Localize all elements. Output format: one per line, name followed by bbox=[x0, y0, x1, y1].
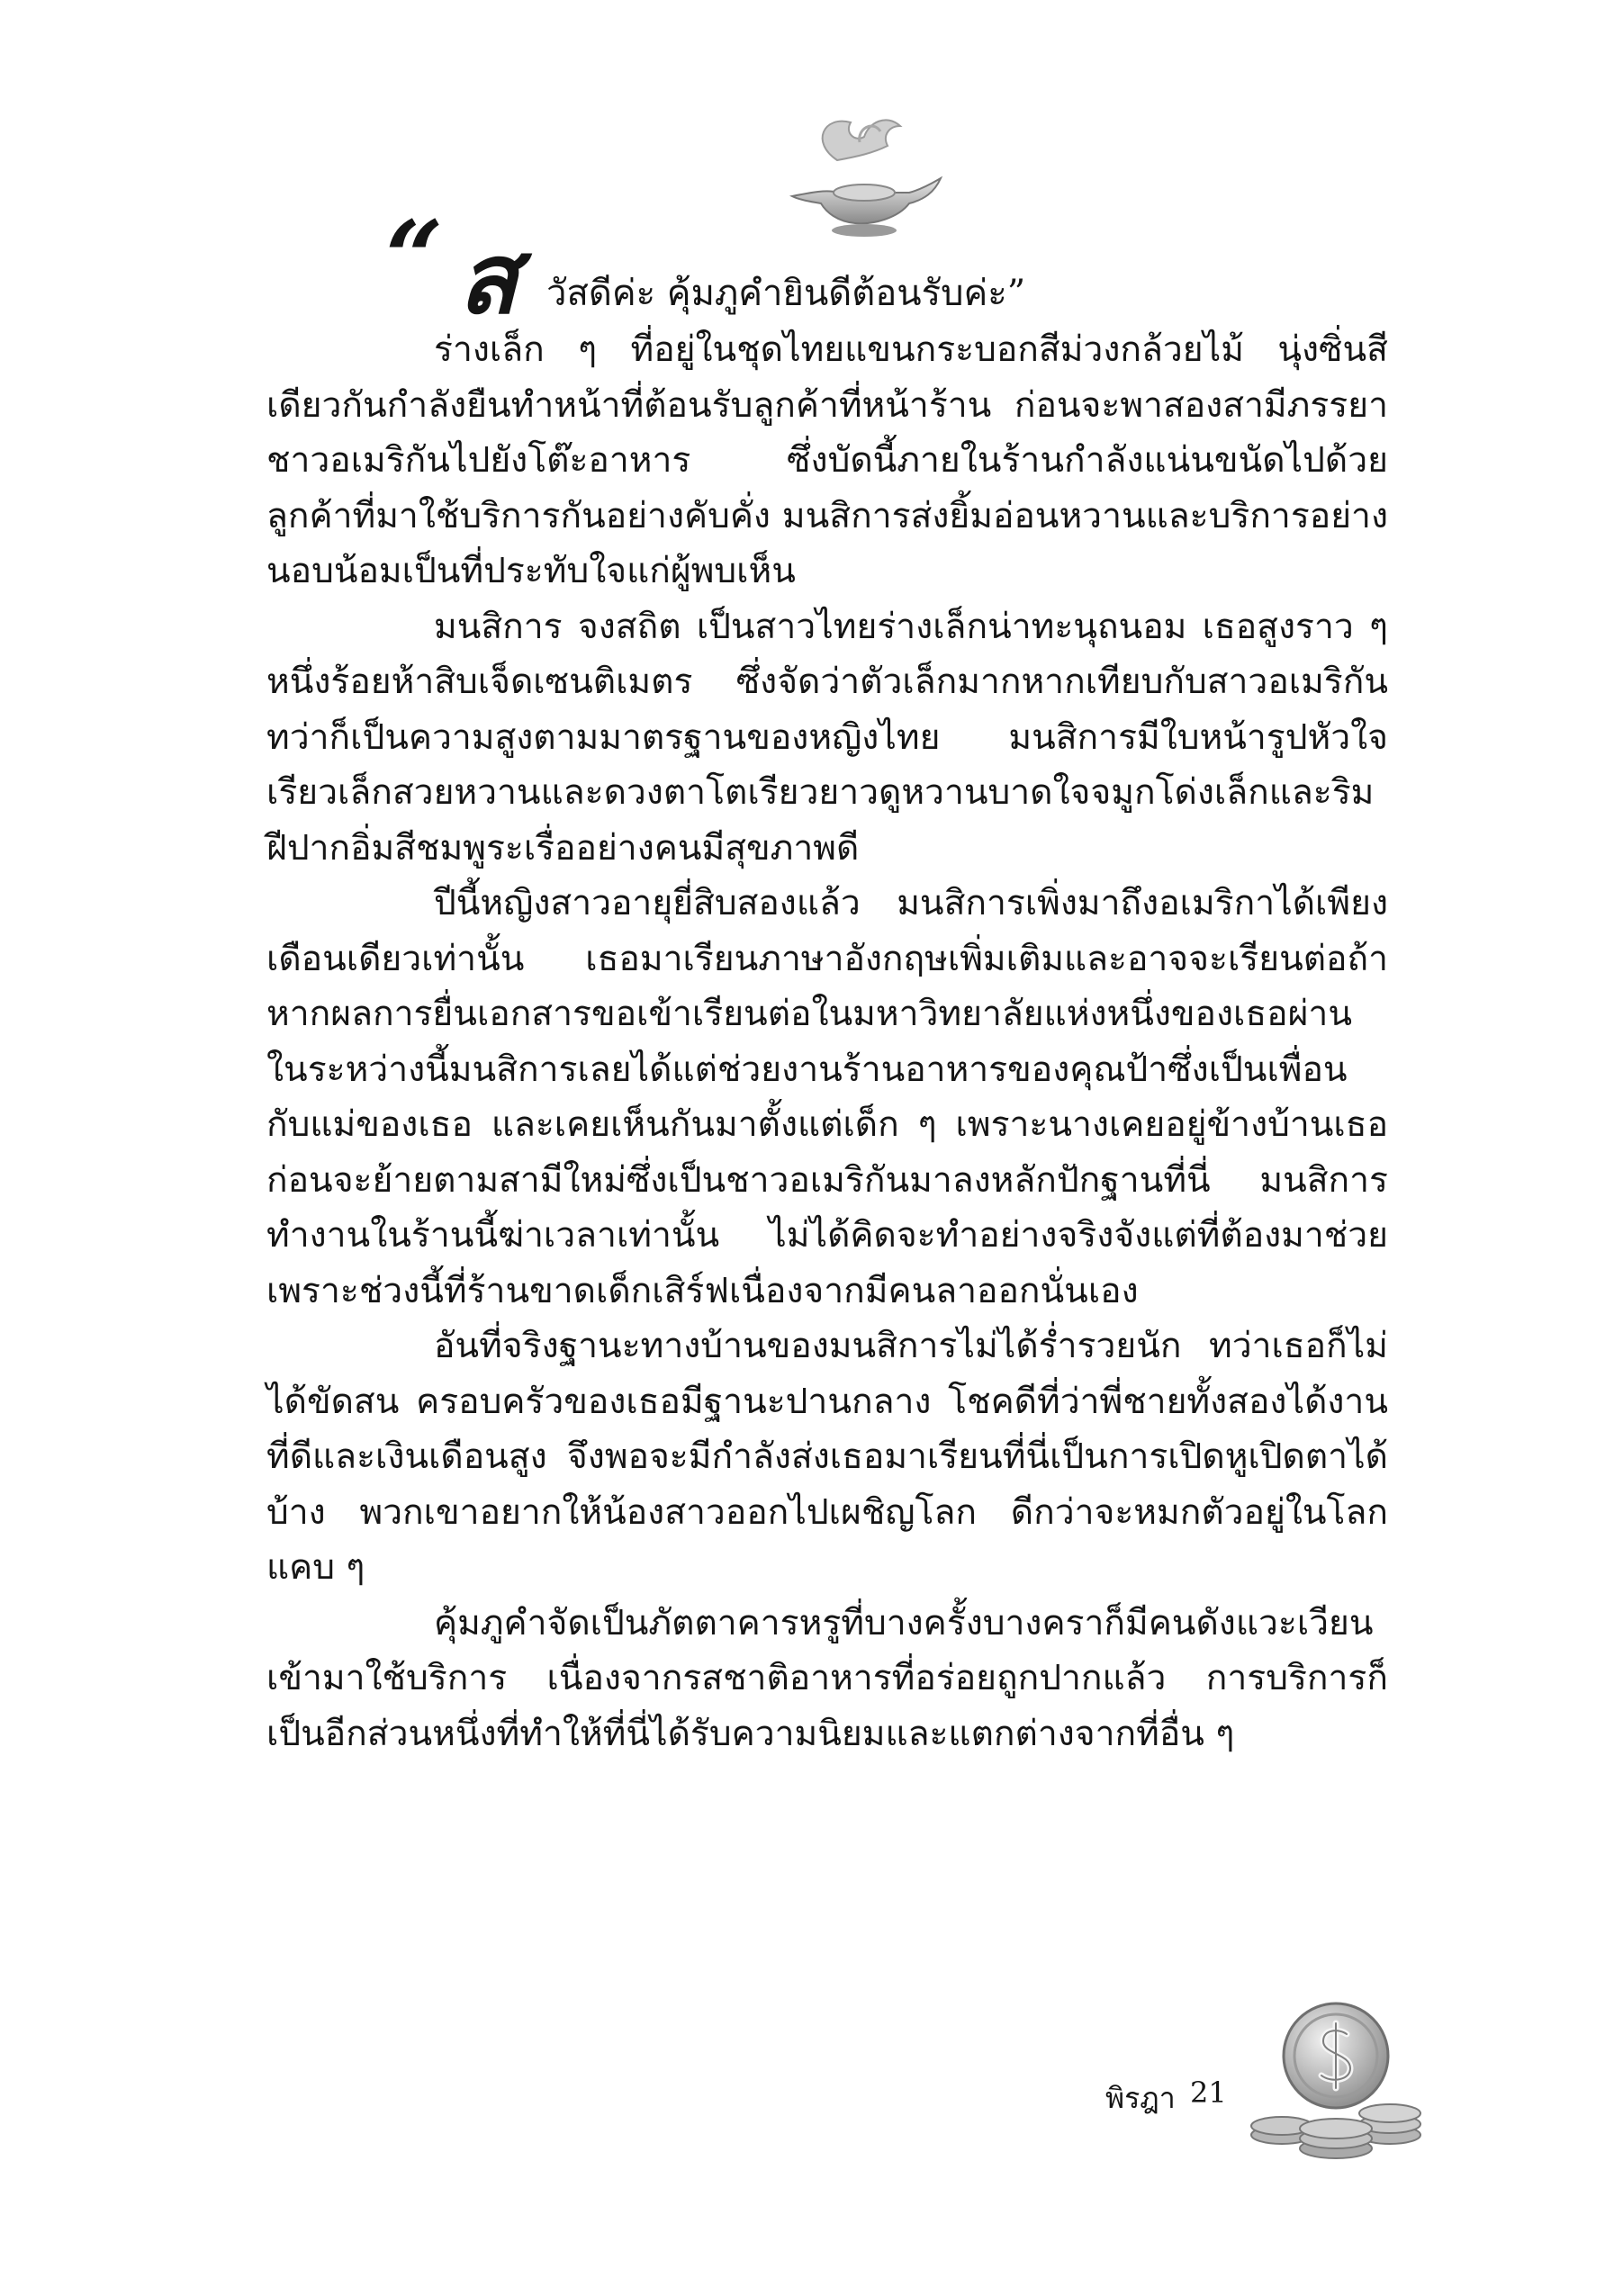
paragraph-1: ร่างเล็ก ๆ ที่อยู่ในชุดไทยแขนกระบอกสีม่วงกล้วยไม้ นุ่งซิ่นสีเดียวกันกำลังยืนทำหน้าที่ต้อนรับลูกค้าที่หน้าร้าน ก่อนจะพาสองสามีภรรยาชาวอเมริกันไปยังโต๊ะอาหาร ซึ่งบัดนี้ภายในร้านกำลังแน่นขนัดไปด้วยลูกค้าที่มาใช้บริการกันอย่างคับคั่ง มนสิการส่งยิ้มอ่อนหวานและบริการอย่างนอบน้อมเป็นที่ประทับใจแก่ผู้พบเห็น bbox=[266, 329, 1388, 591]
author-name: พิรฎา bbox=[1105, 2081, 1176, 2115]
paragraph-3: ปีนี้หญิงสาวอายุยี่สิบสองแล้ว มนสิการเพิ่งมาถึงอเมริกาได้เพียงเดือนเดียวเท่านั้น เธอมาเรียนภาษาอังกฤษเพิ่มเติมและอาจจะเรียนต่อถ้าหากผลการยื่นเอกสารขอเข้าเรียนต่อในมหาวิทยาลัยแห่งหนึ่งของเธอผ่าน ในระหว่างนี้มนสิการเลยได้แต่ช่วยงานร้านอาหารของคุณป้าซึ่งเป็นเพื่อนกับแม่ของเธอ และเคยเห็นกันมาตั้งแต่เด็ก ๆ เพราะนางเคยอยู่ข้างบ้านเธอก่อนจะย้ายตามสามีใหม่ซึ่งเป็นชาวอเมริกันมาลงหลักปักฐานที่นี่ มนสิการทำงานในร้านนี้ฆ่าเวลาเท่านั้น ไม่ได้คิดจะทำอย่างจริงจังแต่ที่ต้องมาช่วยเพราะช่วงนี้ที่ร้านขาดเด็กเสิร์ฟเนื่องจากมีคนลาออกนั่นเอง bbox=[266, 883, 1388, 1311]
page-number: 21 bbox=[1190, 2075, 1227, 2110]
opening-line bbox=[266, 200, 1388, 336]
paragraph-5: คุ้มภูคำจัดเป็นภัตตาคารหรูที่บางครั้งบางคราก็มีคนดังแวะเวียนเข้ามาใช้บริการ เนื่องจากรสชาติอาหารที่อร่อยถูกปากแล้ว การบริการก็เป็นอีกส่วนหนึ่งที่ทำให้ที่นี่ได้รับความนิยมและแตกต่างจากที่อื่น ๆ bbox=[266, 1602, 1388, 1754]
paragraph-2: มนสิการ จงสถิต เป็นสาวไทยร่างเล็กน่าทะนุถนอม เธอสูงราว ๆ หนึ่งร้อยห้าสิบเจ็ดเซนติเมตร ซึ่งจัดว่าตัวเล็กมากหากเทียบกับสาวอเมริกัน ทว่าก็เป็นความสูงตามมาตรฐานของหญิงไทย มนสิการมีใบหน้ารูปหัวใจเรียวเล็กสวยหวานและดวงตาโตเรียวยาวดูหวานบาดใจจมูกโด่งเล็กและริมฝีปากอิ่มสีชมพูระเรื่ออย่างคนมีสุขภาพดี bbox=[266, 606, 1388, 869]
coins-icon bbox=[1246, 1991, 1426, 2162]
story-text bbox=[266, 200, 1388, 1761]
drop-cap: ส bbox=[458, 222, 518, 336]
opening-quote-mark: “ bbox=[385, 200, 444, 318]
lamp-ornament-icon bbox=[774, 106, 945, 241]
paragraph-4: อันที่จริงฐานะทางบ้านของมนสิการไม่ได้ร่ำรวยนัก ทว่าเธอก็ไม่ได้ขัดสน ครอบครัวของเธอมีฐานะปานกลาง โชคดีที่ว่าพี่ชายทั้งสองได้งานที่ดีและเงินเดือนสูง จึงพอจะมีกำลังส่งเธอมาเรียนที่นี่เป็นการเปิดหูเปิดตาได้บ้าง พวกเขาอยากให้น้องสาวออกไปเผชิญโลก ดีกว่าจะหมกตัวอยู่ในโลกแคบ ๆ bbox=[266, 1326, 1388, 1588]
opening-greeting: วัสดีค่ะ คุ้มภูคำยินดีต้อนรับค่ะ” bbox=[546, 273, 1026, 314]
